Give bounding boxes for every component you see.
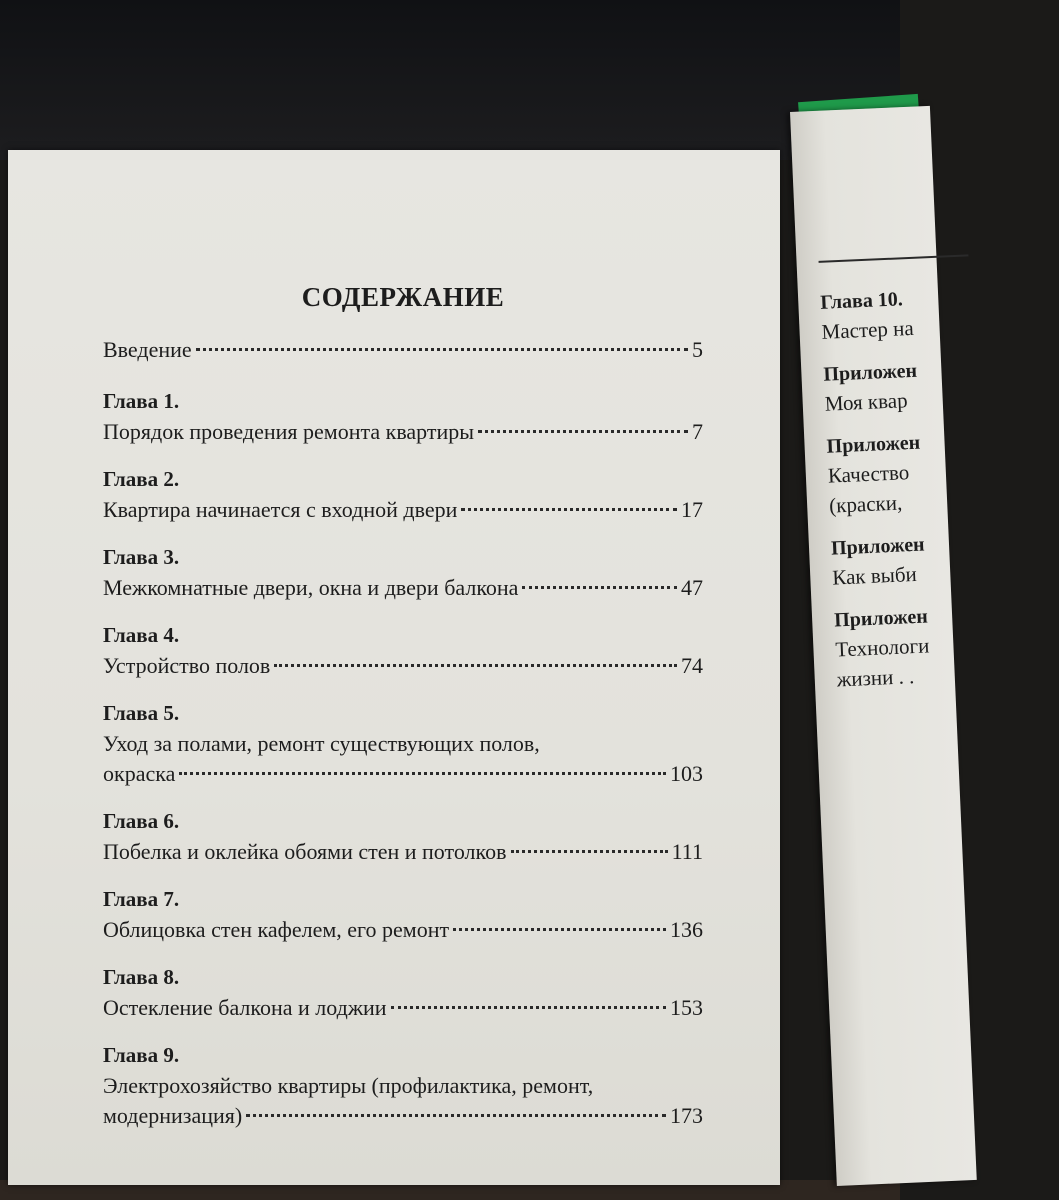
right-entry (826, 424, 1030, 521)
page-number: 136 (670, 917, 703, 942)
entry-title: Облицовка стен кафелем, его ремонт (103, 917, 450, 942)
dot-leader (391, 1006, 666, 1009)
toc-entry-chapter-5 (103, 699, 703, 789)
chapter-label: Глава 1. (103, 389, 180, 413)
chapter-label: Глава 7. (103, 887, 180, 911)
page-number: 5 (692, 337, 703, 362)
page-number: 153 (670, 995, 703, 1020)
page-number: 103 (670, 761, 703, 786)
dot-leader (179, 772, 666, 775)
page-number: 17 (681, 497, 703, 522)
chapter-label: Глава 2. (103, 467, 180, 491)
entry-title: Квартира начинается с входной двери (103, 497, 458, 522)
toc-entry-chapter-6 (103, 807, 703, 867)
right-entry-label: Приложен (830, 533, 926, 560)
page-number: 173 (670, 1103, 703, 1128)
chapter-label: Глава 9. (103, 1043, 180, 1067)
right-entry-line: Как выби (831, 561, 918, 590)
toc-line (103, 651, 703, 681)
right-entry-line: Моя квар (824, 388, 909, 416)
header-rule (819, 254, 969, 263)
dot-leader (274, 664, 677, 667)
page-number: 47 (681, 575, 703, 600)
entry-title: Межкомнатные двери, окна и двери балкона (103, 575, 519, 600)
right-entry-label: Приложен (833, 605, 929, 632)
toc-line (103, 1101, 703, 1131)
toc-line (103, 573, 703, 603)
toc-line (103, 993, 703, 1023)
toc-entry-chapter-4 (103, 621, 703, 681)
right-entry (830, 526, 1032, 593)
toc-title: СОДЕРЖАНИЕ (301, 282, 505, 312)
entry-title: Введение (103, 337, 192, 362)
right-entry-label: Приложен (826, 431, 921, 458)
entry-title: Устройство полов (103, 653, 271, 678)
toc-entry-chapter-9 (103, 1041, 703, 1131)
chapter-label: Глава 6. (103, 809, 180, 833)
dot-leader (246, 1114, 666, 1117)
right-entry (834, 598, 1038, 695)
toc-line (103, 335, 703, 365)
right-entry-line: жизни . . (836, 664, 915, 692)
right-page (790, 106, 977, 1186)
right-entry (823, 352, 1025, 419)
entry-title-line: Электрохозяйство квартиры (профилактика, ремонт, (103, 1073, 594, 1098)
page-number: 7 (692, 419, 703, 444)
toc-line (103, 915, 703, 945)
toc-line (103, 495, 703, 525)
dot-leader (453, 928, 666, 931)
entry-title: Побелка и оклейка обоями стен и потолков (103, 839, 507, 864)
right-entry-line: Качество (827, 460, 910, 488)
dot-leader (461, 508, 677, 511)
table-of-contents (103, 282, 703, 1149)
right-entry-label: Приложен (823, 359, 918, 386)
right-page-toc (819, 252, 1038, 708)
toc-entry-intro (103, 335, 703, 365)
dot-leader (511, 850, 668, 853)
page-number: 74 (681, 653, 703, 678)
background-dark (0, 0, 900, 160)
entry-title: Порядок проведения ремонта квартиры (103, 419, 475, 444)
toc-line (103, 837, 703, 867)
entry-title-line: Уход за полами, ремонт существующих полов, (103, 731, 540, 756)
entry-title: модернизация) (103, 1103, 243, 1128)
right-entry-line: (краски, (828, 490, 903, 518)
entry-title: Остекление балкона и лоджии (103, 995, 387, 1020)
toc-entry-chapter-3 (103, 543, 703, 603)
dot-leader (478, 430, 688, 433)
toc-line (103, 417, 703, 447)
right-entry-label: Глава 10. (819, 288, 904, 314)
chapter-label: Глава 8. (103, 965, 180, 989)
chapter-label: Глава 5. (103, 701, 180, 725)
toc-entry-chapter-8 (103, 963, 703, 1023)
toc-entry-chapter-1 (103, 387, 703, 447)
chapter-label: Глава 3. (103, 545, 180, 569)
right-entry-line: Мастер на (821, 315, 915, 344)
page-number: 111 (671, 839, 703, 864)
toc-entry-chapter-2 (103, 465, 703, 525)
chapter-label: Глава 4. (103, 623, 180, 647)
right-entry (820, 280, 1022, 347)
toc-line (103, 759, 703, 789)
dot-leader (522, 586, 677, 589)
right-entry-line: Технологи (834, 633, 930, 662)
dot-leader (196, 348, 688, 351)
toc-entry-chapter-7 (103, 885, 703, 945)
entry-title: окраска (103, 761, 176, 786)
